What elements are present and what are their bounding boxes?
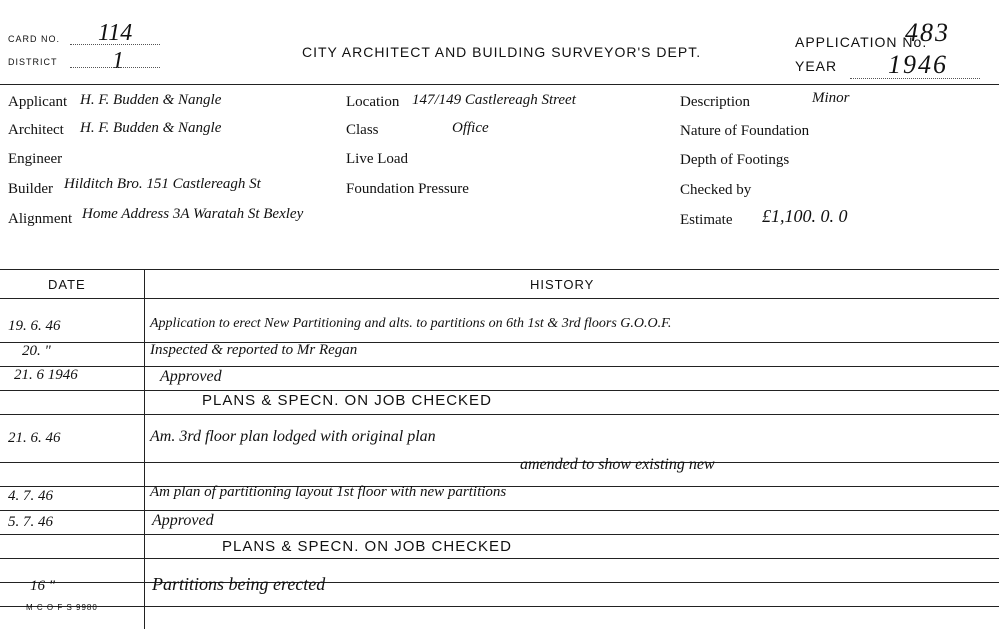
application-label: APPLICATION No. — [795, 34, 928, 50]
row-date: 20. " — [22, 343, 51, 359]
class-value: Office — [452, 120, 489, 136]
header-divider — [0, 84, 999, 85]
description-value: Minor — [812, 90, 850, 106]
year-value: 1946 — [888, 50, 948, 79]
architect-label: Architect — [8, 122, 64, 138]
depth-of-footings-label: Depth of Footings — [680, 152, 790, 168]
history-column-header: HISTORY — [530, 277, 595, 292]
builder-label: Builder — [8, 181, 53, 197]
estimate-label: Estimate — [680, 212, 733, 228]
applicant-label: Applicant — [8, 94, 68, 110]
row-entry: Approved — [152, 512, 214, 529]
alignment-label: Alignment — [8, 211, 73, 227]
row-date: 5. 7. 46 — [8, 514, 53, 530]
district-value: 1 — [112, 48, 124, 74]
engineer-label: Engineer — [8, 151, 63, 167]
form-number: M C O F S 9980 — [26, 603, 98, 612]
nature-of-foundation-label: Nature of Foundation — [680, 123, 810, 139]
row-entry: Partitions being erected — [152, 574, 326, 594]
table-header-rule — [0, 298, 999, 299]
architect-value: H. F. Budden & Nangle — [80, 120, 222, 136]
row-entry: Approved — [160, 368, 222, 385]
date-column-header: DATE — [48, 277, 86, 292]
location-value: 147/149 Castlereagh Street — [412, 92, 576, 108]
builder-value: Hilditch Bro. 151 Castlereagh St — [64, 176, 261, 192]
description-label: Description — [680, 94, 750, 110]
date-column-divider — [144, 269, 145, 629]
row-date: 16 " — [30, 578, 56, 594]
year-label: YEAR — [795, 58, 838, 74]
row-entry: Am plan of partitioning layout 1st floor with new partitions — [150, 484, 507, 500]
checked-by-label: Checked by — [680, 182, 752, 198]
application-number: 483 — [905, 18, 950, 47]
class-label: Class — [346, 122, 379, 138]
department-title: CITY ARCHITECT AND BUILDING SURVEYOR'S DEPT. — [302, 44, 702, 60]
row-date: 19. 6. 46 — [8, 318, 61, 334]
card-no-label: CARD NO. — [8, 34, 61, 44]
approval-stamp: PLANS & SPECN. ON JOB CHECKED — [222, 538, 512, 555]
row-date: 21. 6. 46 — [8, 430, 61, 446]
row-entry: Application to erect New Partitioning and alts. to partitions on 6th 1st & 3rd floors G.O.O.F. — [150, 316, 672, 331]
live-load-label: Live Load — [346, 151, 409, 167]
row-entry-continued: amended to show existing new — [520, 456, 715, 473]
row-date: 4. 7. 46 — [8, 488, 53, 504]
estimate-value: £1,100. 0. 0 — [762, 206, 848, 226]
row-entry: Inspected & reported to Mr Regan — [150, 342, 358, 358]
card-no-value: 114 — [98, 20, 133, 46]
location-label: Location — [346, 94, 400, 110]
foundation-pressure-label: Foundation Pressure — [346, 181, 469, 197]
row-date: 21. 6 1946 — [14, 367, 78, 383]
row-entry: Am. 3rd floor plan lodged with original plan — [150, 428, 436, 445]
alignment-value: Home Address 3A Waratah St Bexley — [82, 206, 304, 222]
approval-stamp: PLANS & SPECN. ON JOB CHECKED — [202, 392, 492, 409]
table-top-rule — [0, 269, 999, 270]
applicant-value: H. F. Budden & Nangle — [80, 92, 222, 108]
district-label: DISTRICT — [8, 57, 58, 67]
